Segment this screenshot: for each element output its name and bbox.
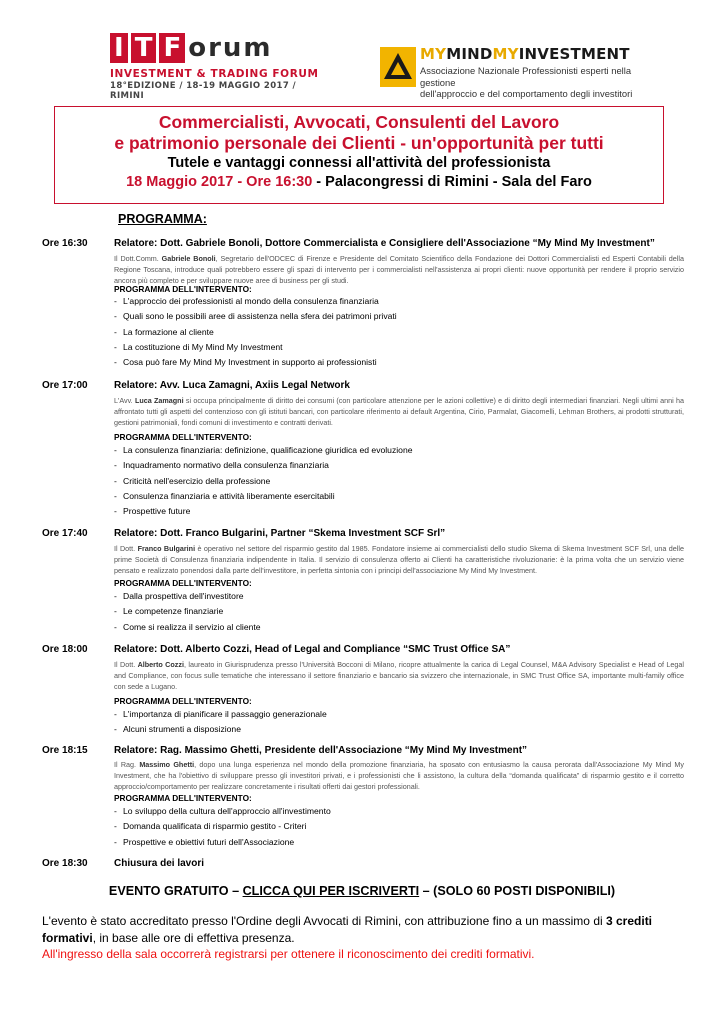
session-bio [114, 395, 684, 428]
register-link[interactable]: CLICCA QUI PER ISCRIVERTI [242, 884, 420, 898]
session-bio [114, 253, 684, 286]
list-item: - La costituzione di My Mind My Investment [114, 341, 283, 352]
mmi-name-part: MY [492, 45, 519, 63]
list-item: - La consulenza finanziaria: definizione, qualificazione giuridica ed evoluzione [114, 445, 413, 455]
accredit-text: , in base alle ore di effettiva presenza. [92, 930, 295, 945]
mymindmyinvestment-logo [380, 45, 660, 99]
event-seats-label: – (SOLO 60 POSTI DISPONIBILI) [419, 884, 616, 898]
event-registration-line [0, 884, 724, 898]
program-list [114, 443, 413, 519]
title-line-4 [55, 173, 663, 192]
list-item-text: La formazione al cliente [123, 326, 214, 337]
logo-letter-i: I [110, 33, 128, 63]
program-label: PROGRAMMA DELL'INTERVENTO: [114, 578, 252, 588]
list-item-text: L'approccio dei professionisti al mondo della consulenza finanziaria [123, 296, 379, 306]
program-list [114, 294, 397, 370]
list-item-text: Alcuni strumenti a disposizione [123, 724, 241, 735]
session-time: Ore 16:30 [42, 238, 88, 249]
bio-text: Il Dott. [114, 660, 138, 669]
list-item-text: Domanda qualificata di risparmio gestito - Criteri [123, 821, 307, 832]
bio-name: Gabriele Bonoli [161, 254, 216, 263]
title-box [54, 106, 664, 204]
session-bio [114, 659, 684, 692]
list-item: - Prospettive future [114, 506, 191, 517]
list-item: - L'importanza di pianificare il passaggio generazionale [114, 709, 327, 719]
logo-subtitle: INVESTMENT & TRADING FORUM [110, 68, 319, 80]
list-item: - La formazione al cliente [114, 326, 214, 337]
program-label: PROGRAMMA DELL'INTERVENTO: [114, 793, 252, 803]
list-item: - Come si realizza il servizio al cliente [114, 621, 261, 632]
triangle-logo-icon [380, 47, 416, 87]
title-line-2: e patrimonio personale dei Clienti - un'opportunità per tutti [114, 133, 604, 153]
bio-text: , dopo una lunga esperienza nel mondo della promozione finanziaria, ha sposato con entusiasmo la causa perorata dall'Associazione My Mind My Investment, che ha l'obiettivo di sviluppare presso gli investitori privati, e i professionisti che li assistono, la cultura della “domanda qualificata” di risparmio gestito e il corretto approccio/comportamento per realizzare concretamente i risultati offerti dai gestori professionali. [114, 760, 684, 791]
bio-name: Massimo Ghetti [139, 760, 195, 769]
list-item: - Dalla prospettiva dell'investitore [114, 591, 244, 601]
mmi-name-part: INVESTMENT [518, 45, 630, 63]
bio-text: , Segretario dell'ODCEC di Firenze e Presidente del Comitato Scientifico della Fondazione dei Dottori Commercialisti ed Esperti Contabili della Regione Toscana, introduce quali potrebbero essere gli spazi di intervento per i commercialisti nell'assistenza ai propri clienti: nuove opportunità per rendere il proprio servizio ancora più completo e per sviluppare nuove aree di business per gli studi. [114, 254, 684, 285]
list-item: - Le competenze finanziarie [114, 606, 224, 617]
accreditation-note: All'ingresso della sala occorrerà registrarsi per ottenere il riconoscimento dei crediti formativi. [42, 947, 535, 961]
session-time: Ore 17:00 [42, 380, 88, 391]
list-item-text: Le competenze finanziarie [123, 606, 224, 617]
bio-text: Il Rag. [114, 760, 140, 769]
list-item-text: Cosa può fare My Mind My Investment in supporto ai professionisti [123, 357, 377, 368]
bio-text: L'Avv. [114, 396, 135, 405]
bio-name: Alberto Cozzi [137, 660, 184, 669]
list-item: - Criticità nell'esercizio della professione [114, 475, 271, 486]
bio-text: , laureato in Giurisprudenza presso l'Università Bocconi di Milano, ricopre attualmente la carica di Legal Counsel, M&A Advisory Specialist e Head of Legal and Compliance, con focus sulle tematiche che interessano il settore finanziario e bancario sia svizzero che internazionale, in SMC Trust Office SA, importante multi-family office con sede a Lugano. [114, 660, 684, 691]
bio-name: Luca Zamagni [134, 396, 184, 405]
program-label: PROGRAMMA DELL'INTERVENTO: [114, 284, 252, 294]
title-line-1: Commercialisti, Avvocati, Consulenti del Lavoro [158, 112, 560, 132]
list-item: - Prospettive e obiettivi futuri dell'Associazione [114, 836, 295, 847]
bio-text: si occupa principalmente di diritto dei consumi (con particolare attenzione per le azioni collettive) e di diritto degli intermediari finanziari. Negli ultimi anni ha affrontato tutti gli aspetti del contenzioso con gli istituti bancari, con particolare riferimento ai default Argentina, Cirio, Parmalat, Giacomelli, Lehman Brothers, ai prodotti strutturati, gestioni patrimoniali, fondi comuni di investimento e contratti derivati. [114, 396, 684, 427]
closing-label: Chiusura dei lavori [114, 858, 205, 869]
list-item-text: Consulenza finanziaria e attività liberamente esercitabili [123, 490, 335, 501]
session-time: Ore 18:00 [42, 644, 88, 655]
session-time: Ore 17:40 [42, 528, 88, 539]
logo-edition: 18°EDIZIONE / 18-19 MAGGIO 2017 / RIMINI [110, 81, 297, 101]
list-item-text: Dalla prospettiva dell'investitore [123, 591, 244, 601]
list-item: - L'approccio dei professionisti al mondo della consulenza finanziaria [114, 296, 379, 306]
list-item: - Domanda qualificata di risparmio gestito - Criteri [114, 821, 307, 832]
accredit-text: L'evento è stato accreditato presso l'Ordine degli Avvocati di Rimini, con attribuzione fino a un massimo di [42, 914, 606, 928]
list-item-text: La consulenza finanziaria: definizione, qualificazione giuridica ed evoluzione [123, 445, 413, 455]
mmi-description [420, 65, 665, 100]
list-item-text: Prospettive future [123, 506, 191, 517]
list-item-text: Criticità nell'esercizio della professione [123, 475, 271, 486]
session-bio [114, 543, 684, 576]
list-item-text: L'importanza di pianificare il passaggio generazionale [123, 709, 327, 719]
event-datetime: 18 Maggio 2017 - Ore 16:30 [126, 174, 313, 190]
list-item-text: La costituzione di My Mind My Investment [123, 341, 283, 352]
program-list [114, 707, 327, 738]
logo-word-rest: orum [188, 33, 273, 63]
bio-name: Franco Bulgarini [137, 544, 196, 553]
session-time: Ore 18:30 [42, 858, 88, 869]
programma-heading: PROGRAMMA: [118, 212, 207, 226]
session-speaker: Relatore: Dott. Franco Bulgarini, Partner “Skema Investment SCF Srl” [114, 528, 446, 539]
accreditation-text [42, 913, 692, 946]
mmi-desc-line: dell'approccio e del comportamento degli investitori [420, 88, 633, 99]
list-item: - Alcuni strumenti a disposizione [114, 724, 241, 735]
event-free-label: EVENTO GRATUITO – [108, 884, 243, 898]
list-item-text: Inquadramento normativo della consulenza finanziaria [123, 460, 329, 471]
list-item-text: Lo sviluppo della cultura dell'approccio all'investimento [123, 806, 331, 816]
mmi-desc-line: Associazione Nazionale Professionisti esperti nella gestione [420, 65, 632, 88]
program-label: PROGRAMMA DELL'INTERVENTO: [114, 432, 252, 442]
list-item: - Lo sviluppo della cultura dell'approccio all'investimento [114, 806, 331, 816]
session-time: Ore 18:15 [42, 745, 88, 756]
bio-text: Il Dott.Comm. [114, 254, 162, 263]
accredit-credits: 3 crediti formativi [42, 914, 653, 945]
session-speaker: Relatore: Avv. Luca Zamagni, Axiis Legal Network [114, 380, 350, 391]
bio-text: Il Dott. [114, 544, 138, 553]
program-list [114, 589, 261, 635]
session-bio [114, 759, 684, 792]
list-item-text: Prospettive e obiettivi futuri dell'Associazione [123, 836, 295, 847]
list-item: - Inquadramento normativo della consulenza finanziaria [114, 460, 329, 471]
list-item: - Consulenza finanziaria e attività liberamente esercitabili [114, 490, 335, 501]
list-item-text: Quali sono le possibili aree di assistenza nella sfera dei patrimoni privati [123, 311, 397, 322]
program-label: PROGRAMMA DELL'INTERVENTO: [114, 696, 252, 706]
session-speaker: Relatore: Dott. Alberto Cozzi, Head of Legal and Compliance “SMC Trust Office SA” [114, 644, 511, 655]
list-item-text: Come si realizza il servizio al cliente [123, 621, 261, 632]
list-item: - Cosa può fare My Mind My Investment in supporto ai professionisti [114, 357, 377, 368]
program-list [114, 804, 331, 850]
itforum-logo [110, 30, 320, 100]
logo-letter-f: F [159, 33, 185, 63]
mmi-name-part: MY [420, 45, 447, 63]
list-item: - Quali sono le possibili aree di assistenza nella sfera dei patrimoni privati [114, 311, 397, 322]
title-line-3: Tutele e vantaggi connessi all'attività del professionista [167, 155, 551, 171]
mmi-name-part: MIND [446, 45, 493, 63]
bio-text: è operativo nel settore del risparmio gestito dal 1985. Fondatore insieme ai commercialisti dello studio Skema di Skema Investment SCF Srl, una delle prime Società di Consulenza finanziaria indipendente in Italia. Il servizio di consulenza offerto ai Clienti ha caratteristiche rivoluzionarie: è la prima volta che un servizio viene pensato e realizzato ponendosi dalla parte dell'investitore, in perfetta sintonia con i principi dell'associazione My Mind My Investment. [114, 544, 684, 575]
session-speaker: Relatore: Rag. Massimo Ghetti, Presidente dell'Associazione “My Mind My Investment” [114, 745, 528, 756]
mmi-name [420, 45, 630, 63]
event-venue: - Palacongressi di Rimini - Sala del Faro [312, 174, 592, 190]
logo-letter-t: T [131, 33, 157, 63]
session-speaker: Relatore: Dott. Gabriele Bonoli, Dottore Commercialista e Consigliere dell'Associazione “My Mind My Investment” [114, 238, 655, 249]
